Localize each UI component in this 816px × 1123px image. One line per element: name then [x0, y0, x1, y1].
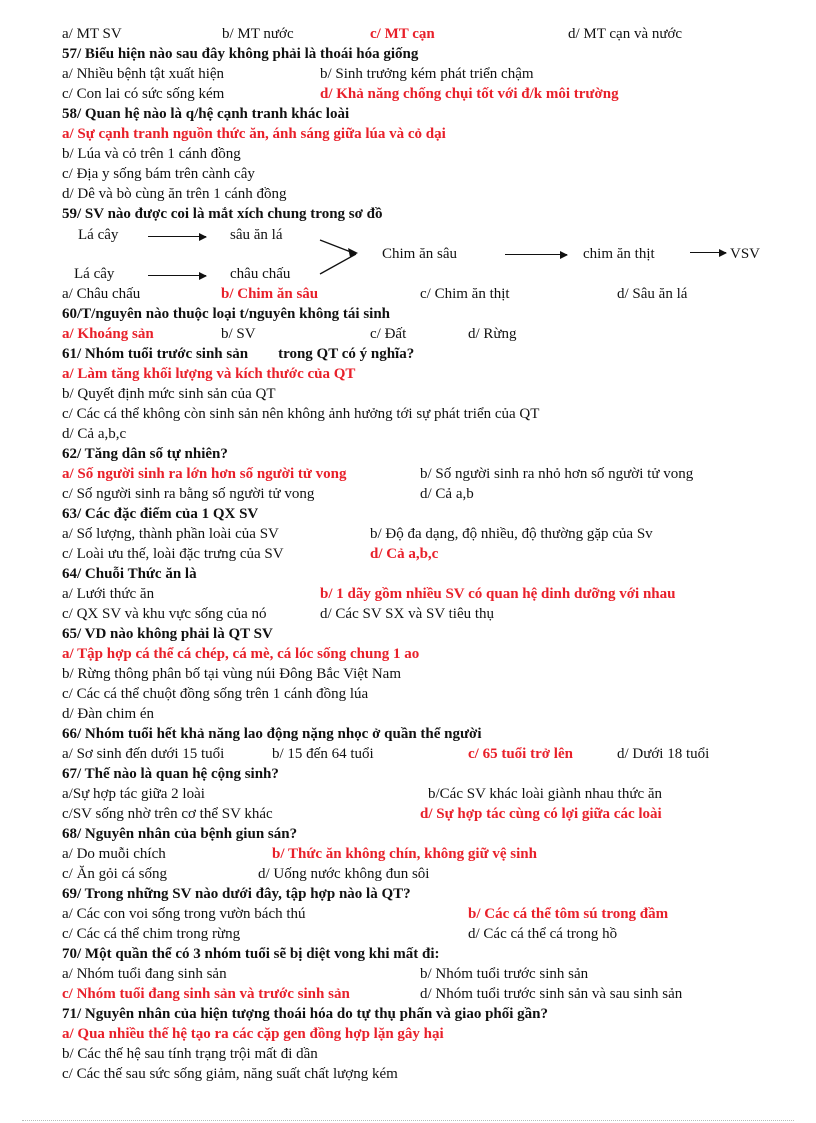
q66-option-a: a/ Sơ sinh đến dưới 15 tuổi — [62, 746, 225, 762]
q61-option-c: c/ Các cá thể không còn sinh sản nên không ảnh hưởng tới sự phát triển của QT — [62, 406, 540, 422]
q65-option-d: d/ Đàn chim én — [62, 706, 155, 722]
q64-title: 64/ Chuỗi Thức ăn là — [62, 566, 197, 582]
q61-title: 61/ Nhóm tuổi trước sinh sản trong QT có ý nghĩa? — [62, 346, 415, 362]
q70-option-d: d/ Nhóm tuổi trước sinh sản và sau sinh sản — [420, 986, 683, 1002]
q64-option-d: d/ Các SV SX và SV tiêu thụ — [320, 606, 495, 622]
q67-option-d-correct: d/ Sự hợp tác cùng có lợi giữa các loài — [420, 806, 662, 822]
q60-option-d: d/ Rừng — [468, 326, 517, 342]
q59-option-b-correct: b/ Chim ăn sâu — [221, 286, 319, 302]
q62-option-b: b/ Số người sinh ra nhỏ hơn số người tử vong — [420, 466, 694, 482]
q56-option-b: b/ MT nước — [222, 26, 294, 42]
q60-title: 60/T/nguyên nào thuộc loại t/nguyên không tái sinh — [62, 306, 391, 322]
page-bottom-divider — [22, 1120, 794, 1121]
q69-option-a: a/ Các con voi sống trong vườn bách thú — [62, 906, 306, 922]
q59-option-c: c/ Chim ăn thịt — [420, 286, 510, 302]
q66-option-b: b/ 15 đến 64 tuổi — [272, 746, 374, 762]
q59-option-a: a/ Châu chấu — [62, 286, 141, 302]
diagram-leaf-2: Lá cây — [74, 266, 115, 282]
q56-option-d: d/ MT cạn và nước — [568, 26, 683, 42]
q63-option-c: c/ Loài ưu thế, loài đặc trưng của SV — [62, 546, 284, 562]
diagram-microbe: VSV — [730, 246, 761, 262]
q64-option-c: c/ QX SV và khu vực sống của nó — [62, 606, 267, 622]
q69-option-d: d/ Các cá thể cá trong hồ — [468, 926, 618, 942]
arrow-leaf-to-grasshopper — [148, 275, 206, 276]
diagram-caterpillar: sâu ăn lá — [230, 227, 283, 243]
q71-option-c: c/ Các thế sau sức sống giảm, năng suất chất lượng kém — [62, 1066, 398, 1082]
q67-option-b: b/Các SV khác loài giành nhau thức ăn — [428, 786, 663, 802]
q65-option-b: b/ Rừng thông phân bố tại vùng núi Đông Bắc Việt Nam — [62, 666, 402, 682]
q66-option-c-correct: c/ 65 tuổi trở lên — [468, 746, 573, 762]
q71-option-a-correct: a/ Qua nhiều thế hệ tạo ra các cặp gen đồng hợp lặn gây hại — [62, 1026, 444, 1042]
q57-option-d-correct: d/ Khả năng chống chụi tốt với đ/k môi trường — [320, 86, 619, 102]
q58-option-c: c/ Địa y sống bám trên cành cây — [62, 166, 255, 182]
q64-option-a: a/ Lưới thức ăn — [62, 586, 155, 602]
q61-option-b: b/ Quyết định mức sinh sản của QT — [62, 386, 276, 402]
q70-option-a: a/ Nhóm tuổi đang sinh sản — [62, 966, 227, 982]
q58-option-b: b/ Lúa và cỏ trên 1 cánh đồng — [62, 146, 241, 162]
q58-option-a-correct: a/ Sự cạnh tranh nguồn thức ăn, ánh sáng giữa lúa và cỏ dại — [62, 126, 446, 142]
q61-option-a-correct: a/ Làm tăng khối lượng và kích thước của QT — [62, 366, 356, 382]
q67-option-a: a/Sự hợp tác giữa 2 loài — [62, 786, 205, 802]
q65-title: 65/ VD nào không phải là QT SV — [62, 626, 273, 642]
q70-option-b: b/ Nhóm tuổi trước sinh sản — [420, 966, 589, 982]
diagram-grasshopper: châu chấu — [230, 266, 291, 282]
q69-title: 69/ Trong những SV nào dưới đây, tập hợp nào là QT? — [62, 886, 411, 902]
q60-option-b: b/ SV — [221, 326, 256, 342]
q59-option-d: d/ Sâu ăn lá — [617, 286, 688, 302]
q58-title: 58/ Quan hệ nào là q/hệ cạnh tranh khác loài — [62, 106, 350, 122]
q63-option-d-correct: d/ Cả a,b,c — [370, 546, 439, 562]
q65-option-a-correct: a/ Tập hợp cá thể cá chép, cá mè, cá lóc sống chung 1 ao — [62, 646, 420, 662]
diagram-raptor: chim ăn thịt — [583, 246, 655, 262]
q68-option-c: c/ Ăn gỏi cá sống — [62, 866, 167, 882]
q62-option-c: c/ Số người sinh ra bằng số người tử vong — [62, 486, 315, 502]
q58-option-d: d/ Dê và bò cùng ăn trên 1 cánh đồng — [62, 186, 287, 202]
arrow-bird-to-raptor — [505, 254, 567, 255]
q63-option-a: a/ Số lượng, thành phần loài của SV — [62, 526, 279, 542]
q69-option-b-correct: b/ Các cá thể tôm sú trong đầm — [468, 906, 669, 922]
q66-title: 66/ Nhóm tuổi hết khả năng lao động nặng nhọc ở quần thể người — [62, 726, 482, 742]
q62-option-a-correct: a/ Số người sinh ra lớn hơn số người tử vong — [62, 466, 347, 482]
q70-option-c-correct: c/ Nhóm tuổi đang sinh sản và trước sinh sản — [62, 986, 350, 1002]
q65-option-c: c/ Các cá thể chuột đồng sống trên 1 cánh đồng lúa — [62, 686, 369, 702]
q63-title: 63/ Các đặc điểm của 1 QX SV — [62, 506, 259, 522]
q71-title: 71/ Nguyên nhân của hiện tượng thoái hóa do tự thụ phấn và giao phối gần? — [62, 1006, 549, 1022]
q57-option-c: c/ Con lai có sức sống kém — [62, 86, 225, 102]
q57-option-b: b/ Sinh trưởng kém phát triển chậm — [320, 66, 534, 82]
converging-arrows-icon — [318, 232, 362, 280]
q66-option-d: d/ Dưới 18 tuổi — [617, 746, 710, 762]
q67-title: 67/ Thế nào là quan hệ cộng sinh? — [62, 766, 279, 782]
q68-option-b-correct: b/ Thức ăn không chín, không giữ vệ sinh — [272, 846, 537, 862]
q59-title: 59/ SV nào được coi là mắt xích chung trong sơ đồ — [62, 206, 383, 222]
q56-option-c-correct: c/ MT cạn — [370, 26, 435, 42]
q68-option-a: a/ Do muỗi chích — [62, 846, 166, 862]
q71-option-b: b/ Các thế hệ sau tính trạng trội mất đi dần — [62, 1046, 318, 1062]
q64-option-b-correct: b/ 1 dãy gồm nhiều SV có quan hệ dinh dưỡng với nhau — [320, 586, 676, 602]
q60-option-a-correct: a/ Khoáng sản — [62, 326, 154, 342]
q62-title: 62/ Tăng dân số tự nhiên? — [62, 446, 228, 462]
q63-option-b: b/ Độ đa dạng, độ nhiều, độ thường gặp của Sv — [370, 526, 653, 542]
q61-option-d: d/ Cả a,b,c — [62, 426, 127, 442]
diagram-leaf-1: Lá cây — [78, 227, 119, 243]
q69-option-c: c/ Các cá thể chim trong rừng — [62, 926, 241, 942]
q57-option-a: a/ Nhiều bệnh tật xuất hiện — [62, 66, 225, 82]
diagram-insectivore-bird: Chim ăn sâu — [382, 246, 457, 262]
q57-title: 57/ Biểu hiện nào sau đây không phải là thoái hóa giống — [62, 46, 419, 62]
q60-option-c: c/ Đất — [370, 326, 407, 342]
arrow-leaf-to-caterpillar — [148, 236, 206, 237]
q68-title: 68/ Nguyên nhân của bệnh giun sán? — [62, 826, 298, 842]
q56-option-a: a/ MT SV — [62, 26, 122, 42]
q62-option-d: d/ Cả a,b — [420, 486, 474, 502]
q68-option-d: d/ Uống nước không đun sôi — [258, 866, 430, 882]
q67-option-c: c/SV sống nhờ trên cơ thể SV khác — [62, 806, 273, 822]
q70-title: 70/ Một quần thể có 3 nhóm tuổi sẽ bị diệt vong khi mất đi: — [62, 946, 440, 962]
arrow-raptor-to-microbe — [690, 252, 726, 253]
